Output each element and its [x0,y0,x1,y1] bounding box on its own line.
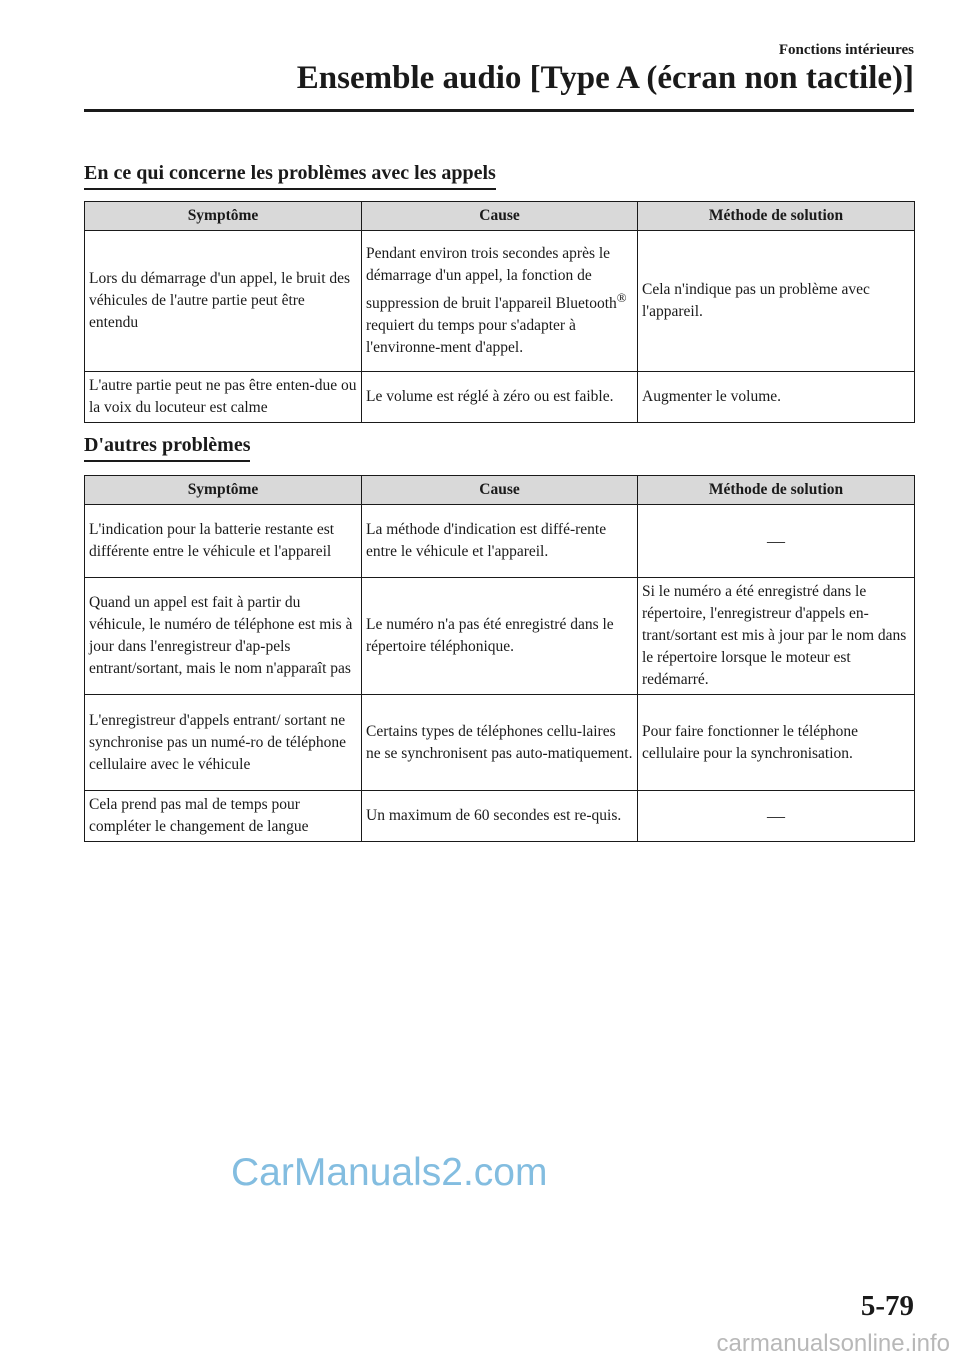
cause-cell: Le numéro n'a pas été enregistré dans le répertoire téléphonique. [362,578,638,695]
footer-site-link[interactable]: carmanualsonline.info [716,1330,950,1357]
table-header-row [85,202,915,231]
symptom-cell: L'enregistreur d'appels entrant/ sortant ne synchronise pas un numé-ro de téléphone cellulaire avec le véhicule [85,695,362,791]
page-number: 5-79 [860,1290,914,1322]
solution-cell: Pour faire fonctionner le téléphone cellulaire pour la synchronisation. [638,695,915,791]
table-header-row [85,476,915,505]
column-header-symptom: Symptôme [85,202,362,231]
solution-cell: — [638,791,915,842]
cause-cell: La méthode d'indication est diffé-rente entre le véhicule et l'appareil. [362,505,638,578]
symptom-cell: L'indication pour la batterie restante est différente entre le véhicule et l'appareil [85,505,362,578]
symptom-cell: Lors du démarrage d'un appel, le bruit des véhicules de l'autre partie peut être entendu [85,231,362,372]
solution-cell: — [638,505,915,578]
running-header-section: Fonctions intérieures [778,42,914,58]
cause-cell: Le volume est réglé à zéro ou est faible. [362,372,638,423]
solution-cell: Cela n'indique pas un problème avec l'appareil. [638,231,915,372]
cause-cell [362,231,638,372]
registered-mark: ® [616,289,627,305]
cause-text: Pendant environ trois secondes après le démarrage d'un appel, la fonction de suppression de bruit l'appareil Bluetooth [366,244,617,313]
column-header-cause: Cause [362,202,638,231]
running-header-title: Ensemble audio [Type A (écran non tactile)] [296,60,914,96]
symptom-cell: Quand un appel est fait à partir du véhicule, le numéro de téléphone est mis à jour dans l'enregistreur d'ap-pels entrant/sortant, mais le nom n'apparaît pas [85,578,362,695]
symptom-cell: L'autre partie peut ne pas être enten-due ou la voix du locuteur est calme [85,372,362,423]
section-heading-call-problems: En ce qui concerne les problèmes avec les appels [84,162,496,190]
solution-cell: Augmenter le volume. [638,372,915,423]
table-row [85,695,915,791]
symptom-cell: Cela prend pas mal de temps pour compléter le changement de langue [85,791,362,842]
column-header-symptom: Symptôme [85,476,362,505]
column-header-solution: Méthode de solution [638,476,915,505]
cause-text-continued: requiert du temps pour s'adapter à l'environne-ment d'appel. [366,317,576,357]
cause-cell: Un maximum de 60 secondes est re-quis. [362,791,638,842]
column-header-solution: Méthode de solution [638,202,915,231]
table-row [85,791,915,842]
section-heading-other-problems: D'autres problèmes [84,434,250,462]
column-header-cause: Cause [362,476,638,505]
header-rule [84,109,914,112]
watermark: CarManuals2.com [231,1151,548,1194]
table-row [85,372,915,423]
call-problems-table [84,201,915,423]
cause-cell: Certains types de téléphones cellu-laires ne se synchronisent pas auto-matiquement. [362,695,638,791]
table-row [85,231,915,372]
table-row [85,505,915,578]
solution-cell: Si le numéro a été enregistré dans le répertoire, l'enregistreur d'appels en-trant/sortant est mis à jour par le nom dans le répertoire lorsque le moteur est redémarré. [638,578,915,695]
table-row [85,578,915,695]
other-problems-table [84,475,915,842]
